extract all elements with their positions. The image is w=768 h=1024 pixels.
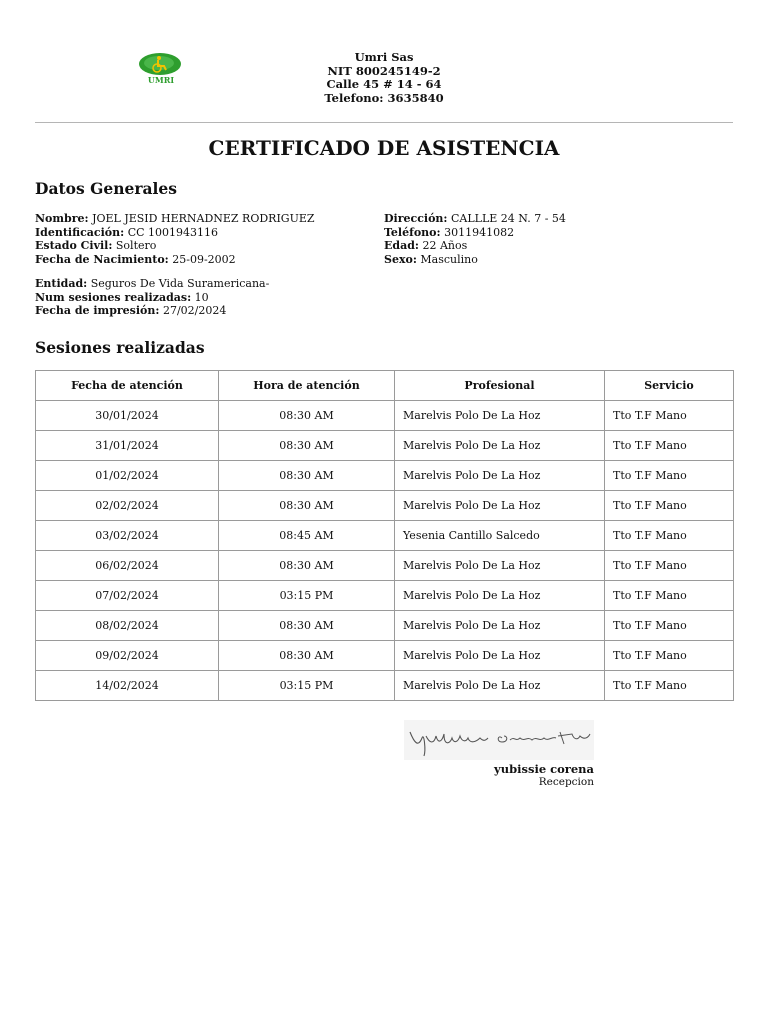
sexo-value: Masculino <box>420 252 478 266</box>
cell-fecha: 06/02/2024 <box>36 551 219 581</box>
entidad-row: Entidad: Seguros De Vida Suramericana- <box>35 277 270 290</box>
table-row <box>36 401 734 431</box>
nombre-value: JOEL JESID HERNADNEZ RODRIGUEZ <box>92 212 315 225</box>
cell-servicio: Tto T.F Mano <box>605 611 734 641</box>
cell-hora: 08:30 AM <box>219 461 395 491</box>
table-row <box>36 581 734 611</box>
certificate-info <box>35 277 269 318</box>
column-header-hora: Hora de atención <box>219 371 395 401</box>
signer-role: Recepcion <box>538 776 594 788</box>
cell-servicio: Tto T.F Mano <box>605 491 734 521</box>
sexo-row: Sexo: Masculino <box>384 252 478 266</box>
num-sesiones-row: Num sesiones realizadas: 10 <box>35 290 209 304</box>
table-row <box>36 611 734 641</box>
cell-servicio: Tto T.F Mano <box>605 671 734 701</box>
column-header-profesional: Profesional <box>395 371 605 401</box>
cell-profesional: Marelvis Polo De La Hoz <box>395 401 605 431</box>
sessions-table <box>35 370 734 701</box>
column-header-fecha: Fecha de atención <box>36 371 219 401</box>
document-title: CERTIFICADO DE ASISTENCIA <box>208 136 560 160</box>
cell-hora: 08:30 AM <box>219 611 395 641</box>
svg-text:UMRI: UMRI <box>147 75 175 85</box>
cell-servicio: Tto T.F Mano <box>605 551 734 581</box>
table-row <box>36 491 734 521</box>
cell-hora: 08:45 AM <box>219 521 395 551</box>
cell-hora: 08:30 AM <box>219 491 395 521</box>
fecha-impresion-row: Fecha de impresión: 27/02/2024 <box>35 304 227 317</box>
estado-civil-row: Estado Civil: Soltero <box>35 239 157 252</box>
estado-civil-value: Soltero <box>115 239 157 252</box>
cell-fecha: 03/02/2024 <box>36 521 219 551</box>
patient-info-left <box>35 212 315 266</box>
sessions-heading: Sesiones realizadas <box>35 338 205 357</box>
nacimiento-value: 25-09-2002 <box>172 252 236 266</box>
telefono-row: Teléfono: 3011941082 <box>384 225 515 239</box>
cell-servicio: Tto T.F Mano <box>605 401 734 431</box>
cell-profesional: Marelvis Polo De La Hoz <box>395 491 605 521</box>
table-row <box>36 671 734 701</box>
table-header-row <box>36 371 734 401</box>
company-nit: NIT 800245149-2 <box>327 63 441 78</box>
table-row <box>36 641 734 671</box>
edad-value: 22 Años <box>422 239 468 252</box>
table-row <box>36 431 734 461</box>
cell-hora: 08:30 AM <box>219 401 395 431</box>
cell-profesional: Marelvis Polo De La Hoz <box>395 671 605 701</box>
cell-profesional: Marelvis Polo De La Hoz <box>395 551 605 581</box>
cell-servicio: Tto T.F Mano <box>605 461 734 491</box>
general-data-heading: Datos Generales <box>35 179 178 198</box>
cell-fecha: 31/01/2024 <box>36 431 219 461</box>
cell-hora: 03:15 PM <box>219 581 395 611</box>
num-sesiones-value: 10 <box>194 290 209 304</box>
handwritten-signature-icon <box>404 720 594 760</box>
nombre-row: Nombre: JOEL JESID HERNADNEZ RODRIGUEZ <box>35 212 315 225</box>
cell-fecha: 02/02/2024 <box>36 491 219 521</box>
nacimiento-row: Fecha de Nacimiento: 25-09-2002 <box>35 252 236 266</box>
cell-fecha: 09/02/2024 <box>36 641 219 671</box>
cell-fecha: 30/01/2024 <box>36 401 219 431</box>
cell-servicio: Tto T.F Mano <box>605 581 734 611</box>
edad-row: Edad: 22 Años <box>384 239 468 252</box>
cell-profesional: Marelvis Polo De La Hoz <box>395 431 605 461</box>
cell-servicio: Tto T.F Mano <box>605 521 734 551</box>
header-divider <box>35 122 733 123</box>
cell-profesional: Marelvis Polo De La Hoz <box>395 461 605 491</box>
signature-image <box>404 720 594 760</box>
direccion-row: Dirección: CALLLE 24 N. 7 - 54 <box>384 212 566 225</box>
identificacion-row: Identificación: CC 1001943116 <box>35 225 219 239</box>
cell-fecha: 08/02/2024 <box>36 611 219 641</box>
table-row <box>36 521 734 551</box>
wheelchair-icon <box>136 49 186 85</box>
company-phone: Telefono: 3635840 <box>324 90 444 105</box>
company-address: Calle 45 # 14 - 64 <box>326 77 442 91</box>
identificacion-value: CC 1001943116 <box>127 225 219 239</box>
cell-profesional: Marelvis Polo De La Hoz <box>395 641 605 671</box>
cell-servicio: Tto T.F Mano <box>605 431 734 461</box>
table-row <box>36 461 734 491</box>
cell-profesional: Marelvis Polo De La Hoz <box>395 611 605 641</box>
signer-name: yubissie corena <box>494 762 594 776</box>
company-header <box>284 51 484 105</box>
fecha-impresion-value: 27/02/2024 <box>162 304 227 317</box>
cell-fecha: 14/02/2024 <box>36 671 219 701</box>
cell-profesional: Marelvis Polo De La Hoz <box>395 581 605 611</box>
cell-fecha: 07/02/2024 <box>36 581 219 611</box>
cell-servicio: Tto T.F Mano <box>605 641 734 671</box>
telefono-value: 3011941082 <box>444 225 515 239</box>
cell-fecha: 01/02/2024 <box>36 461 219 491</box>
column-header-servicio: Servicio <box>605 371 734 401</box>
cell-hora: 03:15 PM <box>219 671 395 701</box>
cell-hora: 08:30 AM <box>219 431 395 461</box>
direccion-value: CALLLE 24 N. 7 - 54 <box>450 212 566 225</box>
cell-hora: 08:30 AM <box>219 641 395 671</box>
table-row <box>36 551 734 581</box>
cell-hora: 08:30 AM <box>219 551 395 581</box>
company-name: Umri Sas <box>354 50 414 64</box>
patient-info-right <box>384 212 566 266</box>
cell-profesional: Yesenia Cantillo Salcedo <box>395 521 605 551</box>
company-logo <box>136 49 186 85</box>
entidad-value: Seguros De Vida Suramericana- <box>90 277 270 290</box>
